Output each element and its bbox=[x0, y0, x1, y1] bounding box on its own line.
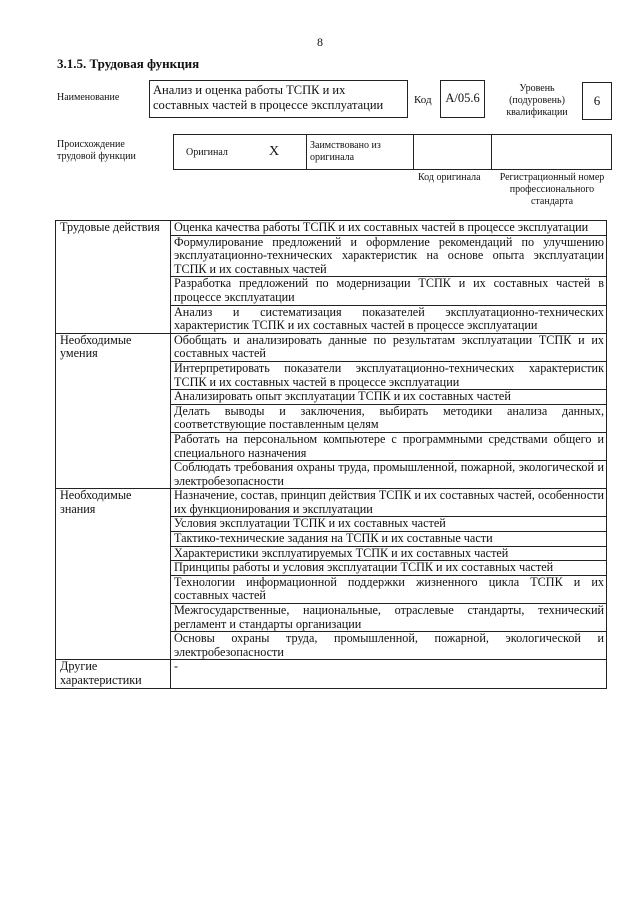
table-row bbox=[56, 660, 607, 688]
item-cell: Работать на персональном компьютере с программными средствами общего и специального назначения bbox=[171, 432, 607, 460]
category-cell: Трудовые действия bbox=[56, 221, 171, 334]
category-cell: Необходимые знания bbox=[56, 489, 171, 660]
item-cell: Соблюдать требования охраны труда, промышленной, пожарной, экологической и электробезопасности bbox=[171, 461, 607, 489]
item-cell: Оценка качества работы ТСПК и их составных частей в процессе эксплуатации bbox=[171, 221, 607, 236]
original-mark: X bbox=[269, 144, 280, 159]
item-cell: Делать выводы и заключения, выбирать методики анализа данных, соответствующие поставленным целям bbox=[171, 404, 607, 432]
page-number: 8 bbox=[317, 35, 323, 49]
origin-label: Происхождение трудовой функции bbox=[57, 139, 136, 162]
function-table bbox=[55, 220, 607, 689]
table-row bbox=[56, 333, 607, 361]
borrowed-label: Заимствовано из оригинала bbox=[310, 140, 381, 163]
code-label: Код bbox=[414, 94, 432, 106]
item-cell: - bbox=[171, 660, 607, 688]
item-cell: Технологии информационной поддержки жизненного цикла ТСПК и их составных частей bbox=[171, 575, 607, 603]
level-label: Уровень (подуровень) квалификации bbox=[506, 83, 568, 118]
item-cell: Характеристики эксплуатируемых ТСПК и их составных частей bbox=[171, 546, 607, 561]
item-cell: Анализировать опыт эксплуатации ТСПК и их составных частей bbox=[171, 390, 607, 405]
item-cell: Условия эксплуатации ТСПК и их составных частей bbox=[171, 517, 607, 532]
category-cell: Необходимые умения bbox=[56, 333, 171, 489]
section-title: 3.1.5. Трудовая функция bbox=[57, 56, 200, 71]
item-cell: Межгосударственные, национальные, отраслевые стандарты, технический регламент и стандарты организации bbox=[171, 604, 607, 632]
item-cell: Обобщать и анализировать данные по результатам эксплуатации ТСПК и их составных частей bbox=[171, 333, 607, 361]
divider bbox=[306, 135, 307, 169]
divider bbox=[491, 135, 492, 169]
divider bbox=[413, 135, 414, 169]
item-cell: Разработка предложений по модернизации ТСПК и их составных частей в процессе эксплуатации bbox=[171, 277, 607, 305]
original-label: Оригинал bbox=[186, 147, 228, 158]
item-cell: Анализ и систематизация показателей эксплуатационно-технических характеристик ТСПК и их составных частей в процессе эксплуатации bbox=[171, 305, 607, 333]
table-row bbox=[56, 221, 607, 236]
item-cell: Интерпретировать показатели эксплуатационно-технических характеристик ТСПК и их составных частей в процессе эксплуатации bbox=[171, 361, 607, 389]
code-original-caption: Код оригинала bbox=[418, 172, 481, 183]
level-box: 6 bbox=[582, 82, 612, 120]
item-cell: Тактико-технические задания на ТСПК и их составные части bbox=[171, 532, 607, 547]
name-label: Наименование bbox=[57, 92, 120, 103]
category-cell: Другие характеристики bbox=[56, 660, 171, 688]
item-cell: Основы охраны труда, промышленной, пожарной, экологической и электробезопасности bbox=[171, 632, 607, 660]
item-cell: Формулирование предложений и оформление рекомендаций по улучшению эксплуатационно-технических характеристик на основе опыта эксплуатации ТСПК и их составных частей bbox=[171, 235, 607, 277]
reg-number-caption: Регистрационный номер профессионального стандарта bbox=[499, 172, 605, 207]
item-cell: Назначение, состав, принцип действия ТСПК и их составных частей, особенности их функционирования и эксплуатации bbox=[171, 489, 607, 517]
table-row bbox=[56, 489, 607, 517]
function-name-box: Анализ и оценка работы ТСПК и их составных частей в процессе эксплуатации bbox=[149, 80, 408, 118]
origin-box bbox=[173, 134, 612, 170]
code-box: А/05.6 bbox=[440, 80, 485, 118]
item-cell: Принципы работы и условия эксплуатации ТСПК и их составных частей bbox=[171, 561, 607, 576]
